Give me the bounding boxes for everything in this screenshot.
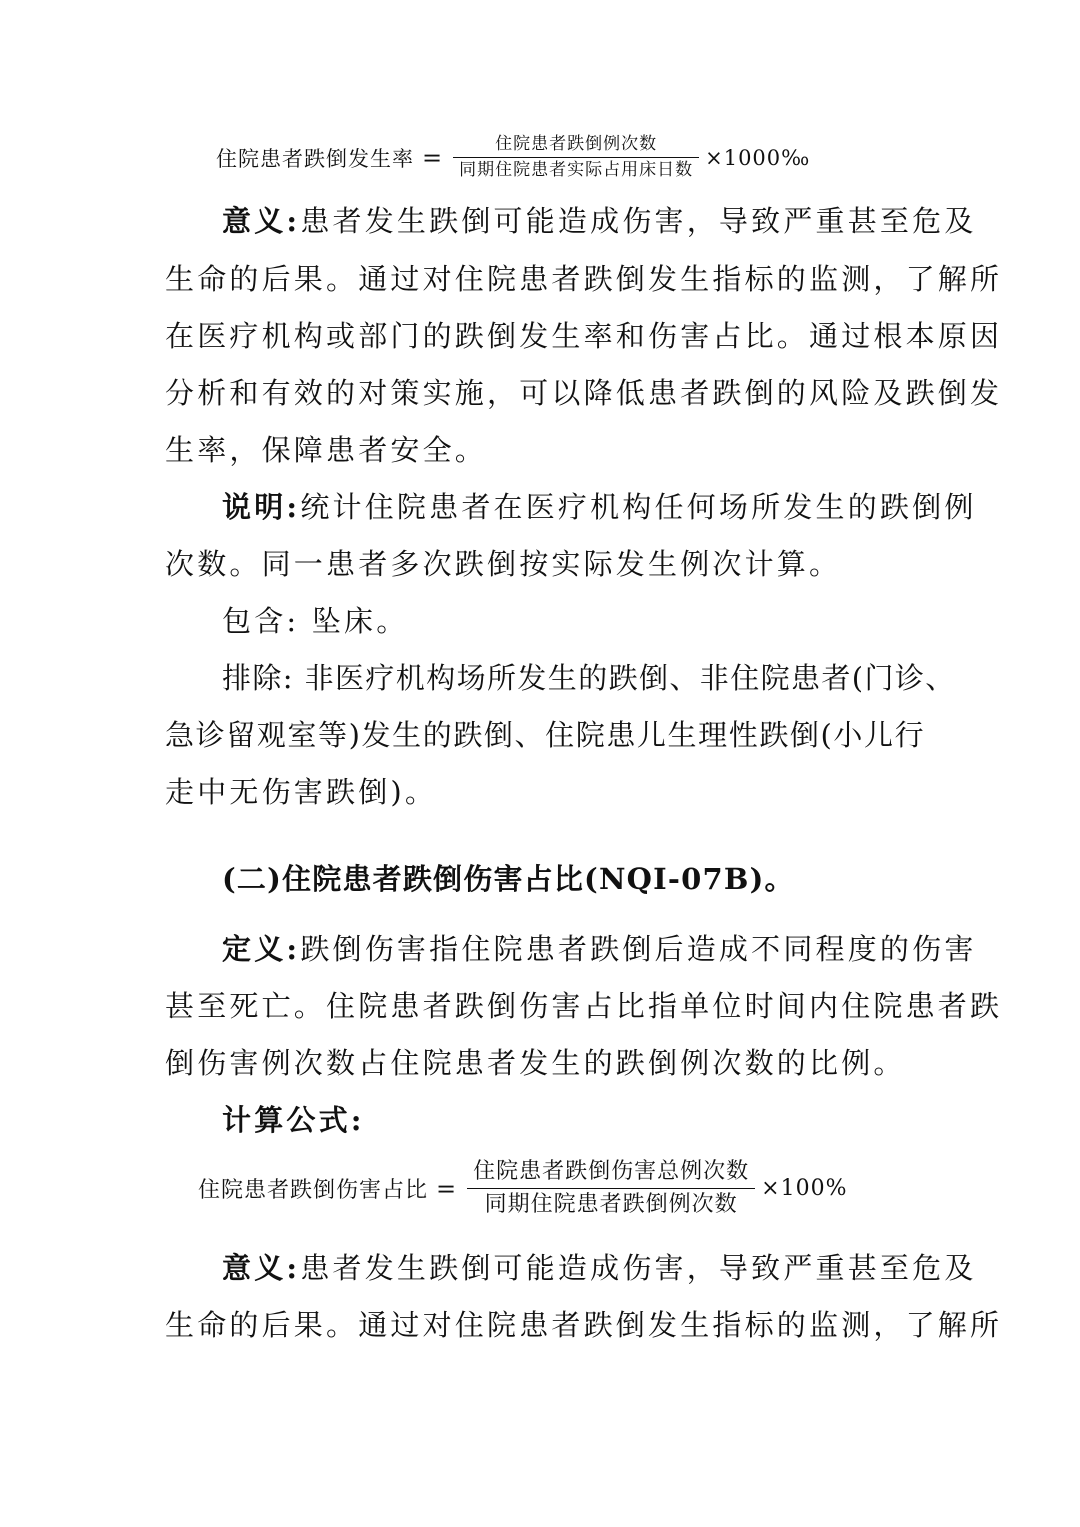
formula-lhs: 住院患者跌倒伤害占比 (198, 1178, 429, 1203)
injury-ratio-formula (198, 1158, 847, 1219)
formula-denominator: 同期住院患者跌倒例次数 (484, 1192, 738, 1217)
definition-line-3: 倒伤害例次数占住院患者发生的跌倒例次数的比例。 (165, 1046, 906, 1080)
formula-fraction (467, 1158, 755, 1219)
inclusion-line: 包含: 坠床。 (222, 604, 409, 638)
definition-line-1 (222, 929, 982, 969)
significance2-label: 意义: (222, 1251, 301, 1285)
formula-denominator: 同期住院患者实际占用床日数 (459, 160, 694, 180)
significance2-text-1: 患者发生跌倒可能造成伤害，导致严重甚至危及 (300, 1251, 977, 1285)
exclusion-line-3: 走中无伤害跌倒)。 (165, 775, 438, 809)
formula-lhs: 住院患者跌倒发生率 (216, 146, 414, 171)
fraction-bar (467, 1188, 755, 1189)
equals-sign: = (436, 1174, 458, 1203)
definition-line-2: 甚至死亡。住院患者跌倒伤害占比指单位时间内住院患者跌 (165, 989, 1003, 1023)
description-text-1: 统计住院患者在医疗机构任何场所发生的跌倒例 (300, 490, 977, 524)
significance-label: 意义: (222, 204, 301, 238)
exclusion-line-2: 急诊留观室等)发生的跌倒、住院患儿生理性跌倒(小儿行 (165, 718, 926, 752)
formula-fraction (453, 134, 699, 181)
significance-line-5: 生率，保障患者安全。 (165, 433, 488, 467)
fraction-bar (453, 157, 699, 158)
formula-numerator: 住院患者跌倒伤害总例次数 (473, 1159, 750, 1184)
section-heading: (二)住院患者跌倒伤害占比(NQI-07B)。 (222, 862, 795, 896)
description-label: 说明: (222, 490, 301, 524)
significance-line-4: 分析和有效的对策实施，可以降低患者跌倒的风险及跌倒发 (165, 376, 1003, 410)
formula-multiplier: ×100% (761, 1176, 848, 1201)
significance-line-3: 在医疗机构或部门的跌倒发生率和伤害占比。通过根本原因 (165, 319, 1003, 353)
significance2-line-2: 生命的后果。通过对住院患者跌倒发生指标的监测，了解所 (165, 1308, 1003, 1342)
definition-text-1: 跌倒伤害指住院患者跌倒后造成不同程度的伤害 (300, 932, 977, 966)
significance-line-1 (222, 201, 982, 241)
formula-multiplier: ×1000‰ (705, 145, 811, 170)
formula-heading: 计算公式: (222, 1103, 365, 1137)
formula-numerator: 住院患者跌倒例次数 (495, 134, 658, 154)
significance-line-2: 生命的后果。通过对住院患者跌倒发生指标的监测，了解所 (165, 262, 1003, 296)
equals-sign: = (422, 143, 444, 172)
definition-label: 定义: (222, 932, 301, 966)
description-line-1 (222, 487, 982, 527)
significance-text-1: 患者发生跌倒可能造成伤害，导致严重甚至危及 (300, 204, 977, 238)
significance2-line-1 (222, 1248, 982, 1288)
exclusion-line-1: 排除: 非医疗机构场所发生的跌倒、非住院患者(门诊、 (222, 661, 956, 695)
fall-rate-formula (216, 134, 810, 181)
description-line-2: 次数。同一患者多次跌倒按实际发生例次计算。 (165, 547, 842, 581)
